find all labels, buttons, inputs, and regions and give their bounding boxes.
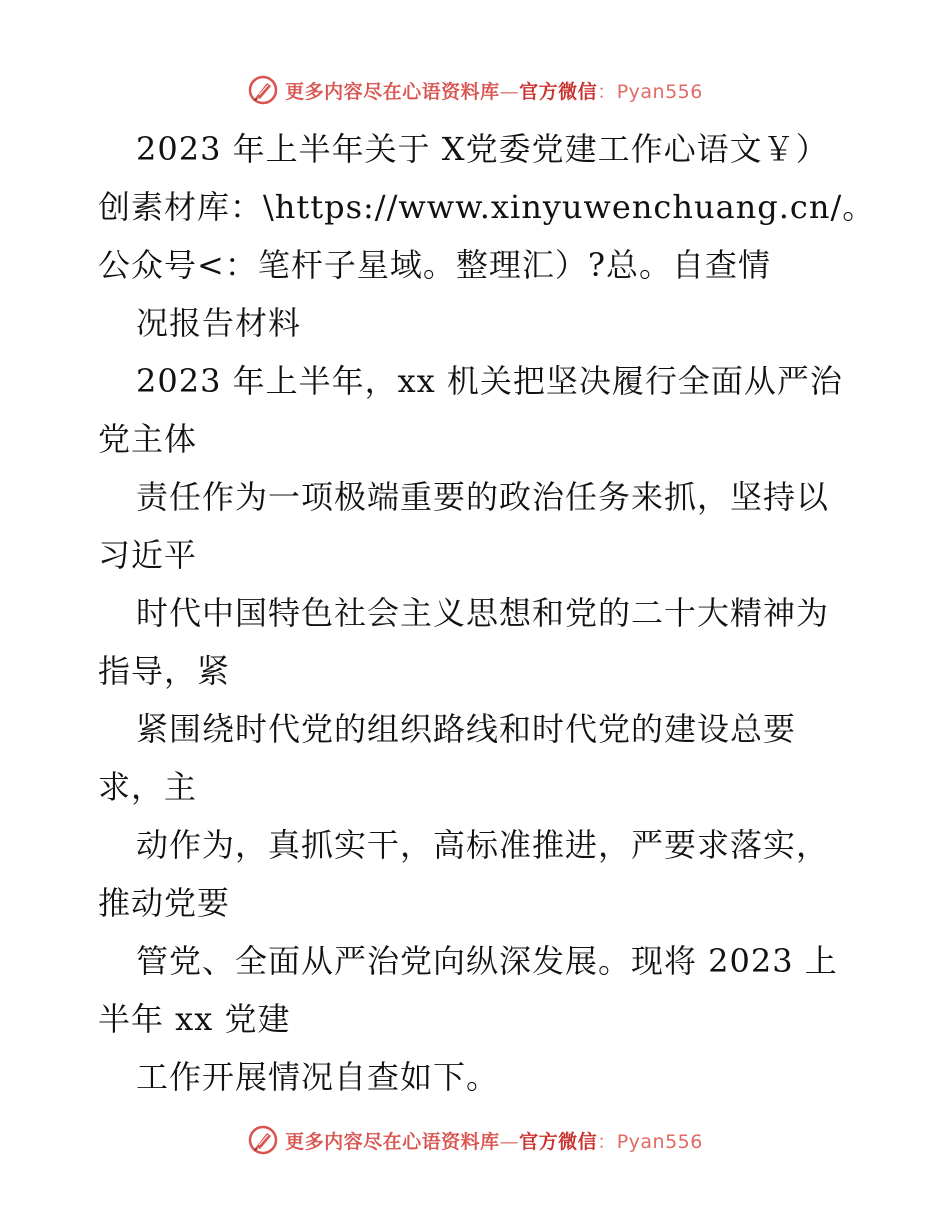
doc-line-8: 习近平 <box>98 536 198 574</box>
doc-line-7: 责任作为一项极端重要的政治任务来抓，坚持以 <box>136 478 830 516</box>
doc-line-4: 况报告材料 <box>136 304 302 342</box>
doc-line-5: 2023 年上半年，xx 机关把坚决履行全面从严治 <box>136 362 843 400</box>
header-banner-wechat-id: Pyan556 <box>616 80 703 103</box>
doc-line-15: 管党、全面从严治党向纵深发展。现将 2023 上 <box>136 942 838 980</box>
header-banner-separator: ： <box>597 80 617 103</box>
quill-pen-logo-icon <box>247 1124 279 1156</box>
footer-banner-text <box>285 1127 703 1154</box>
doc-line-17: 工作开展情况自查如下。 <box>136 1058 500 1096</box>
doc-line-2: 创素材库：\https://www.xinyuwenchuang.cn/。 <box>98 188 876 226</box>
doc-line-3: 公众号<：笔杆子星域。整理汇）?总。自查情 <box>98 246 771 284</box>
doc-line-14: 推动党要 <box>98 884 231 922</box>
doc-line-1: 2023 年上半年关于 X党委党建工作心语文￥） <box>136 130 829 168</box>
header-banner-dash: — <box>499 80 520 103</box>
footer-banner <box>0 1120 950 1160</box>
document-body <box>98 120 876 1106</box>
doc-line-12: 求，主 <box>98 768 198 806</box>
doc-line-11: 紧围绕时代党的组织路线和时代党的建设总要 <box>136 710 797 748</box>
footer-banner-dash: — <box>499 1130 520 1153</box>
doc-line-6: 党主体 <box>98 420 198 458</box>
doc-line-9: 时代中国特色社会主义思想和党的二十大精神为 <box>136 594 830 632</box>
footer-banner-wechat-id: Pyan556 <box>616 1130 703 1153</box>
doc-line-10: 指导，紧 <box>98 652 231 690</box>
header-banner <box>0 70 950 110</box>
footer-banner-separator: ： <box>597 1130 617 1153</box>
footer-banner-official: 官方微信 <box>519 1130 598 1153</box>
doc-line-16: 半年 xx 党建 <box>98 1000 291 1038</box>
header-banner-text <box>285 77 703 104</box>
footer-banner-main: 更多内容尽在心语资料库 <box>285 1130 500 1153</box>
header-banner-official: 官方微信 <box>519 80 598 103</box>
doc-line-13: 动作为，真抓实干，高标准推进，严要求落实， <box>136 826 830 864</box>
header-banner-main: 更多内容尽在心语资料库 <box>285 80 500 103</box>
quill-pen-logo-icon <box>247 74 279 106</box>
